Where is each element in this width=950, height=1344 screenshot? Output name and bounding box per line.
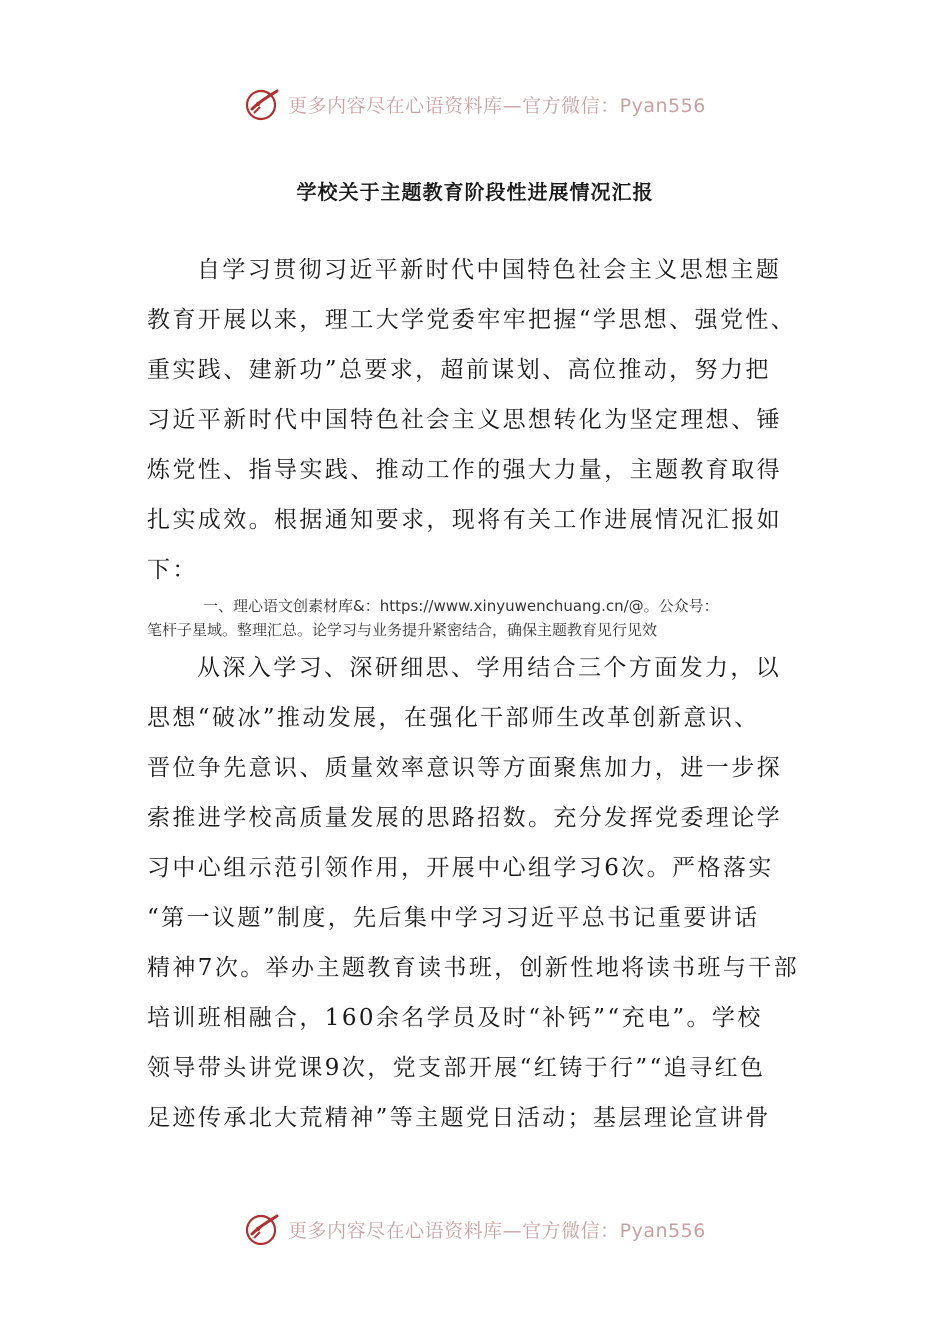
section-line: 足迹传承北大荒精神”等主题党日活动；基层理论宣讲骨 bbox=[147, 1105, 771, 1131]
section-line: 索推进学校高质量发展的思路招数。充分发挥党委理论学 bbox=[147, 805, 782, 831]
section-line: 习中心组示范引领作用，开展中心组学习6次。严格落实 bbox=[147, 855, 774, 881]
document-title: 学校关于主题教育阶段性进展情况汇报 bbox=[296, 180, 654, 204]
pen-logo-icon bbox=[244, 1210, 282, 1248]
section-heading-line: 笔杆子星域。整理汇总。论学习与业务提升紧密结合，确保主题教育见行见效 bbox=[147, 621, 658, 639]
section-line: 晋位争先意识、质量效率意识等方面聚焦加力，进一步探 bbox=[147, 755, 782, 781]
intro-line: 重实践、建新功”总要求，超前谋划、高位推动，努力把 bbox=[147, 357, 771, 383]
intro-line: 自学习贯彻习近平新时代中国特色社会主义思想主题 bbox=[197, 257, 782, 283]
pen-logo-icon bbox=[244, 85, 282, 123]
section-line: 精神7次。举办主题教育读书班，创新性地将读书班与干部 bbox=[147, 955, 800, 981]
banner-text: 更多内容尽在心语资料库—官方微信：Pyan556 bbox=[288, 94, 706, 117]
section-heading bbox=[147, 594, 807, 642]
intro-line: 炼党性、指导实践、推动工作的强大力量，主题教育取得 bbox=[147, 457, 782, 483]
footer-banner bbox=[0, 1207, 950, 1251]
section-heading-line: 一、理心语文创素材库&：https://www.xinyuwenchuang.cn/@。公众号： bbox=[203, 597, 719, 615]
section-line: 从深入学习、深研细思、学用结合三个方面发力，以 bbox=[197, 655, 782, 681]
intro-line: 教育开展以来，理工大学党委牢牢把握“学思想、强党性、 bbox=[147, 307, 797, 333]
intro-line: 习近平新时代中国特色社会主义思想转化为坚定理想、锤 bbox=[147, 407, 782, 433]
intro-paragraph bbox=[147, 245, 807, 595]
section-line: 领导带头讲党课9次，党支部开展“红铸于行”“追寻红色 bbox=[147, 1055, 766, 1081]
header-banner bbox=[0, 82, 950, 126]
intro-line: 扎实成效。根据通知要求，现将有关工作进展情况汇报如 bbox=[147, 507, 782, 533]
section-line: “第一议题”制度，先后集中学习习近平总书记重要讲话 bbox=[147, 905, 760, 931]
section-line: 思想“破冰”推动发展，在强化干部师生改革创新意识、 bbox=[147, 705, 760, 731]
section-paragraph bbox=[147, 643, 807, 1143]
intro-line: 下： bbox=[147, 557, 198, 583]
section-line: 培训班相融合，160余名学员及时“补钙”“充电”。学校 bbox=[147, 1005, 763, 1031]
banner-text: 更多内容尽在心语资料库—官方微信：Pyan556 bbox=[288, 1219, 706, 1242]
